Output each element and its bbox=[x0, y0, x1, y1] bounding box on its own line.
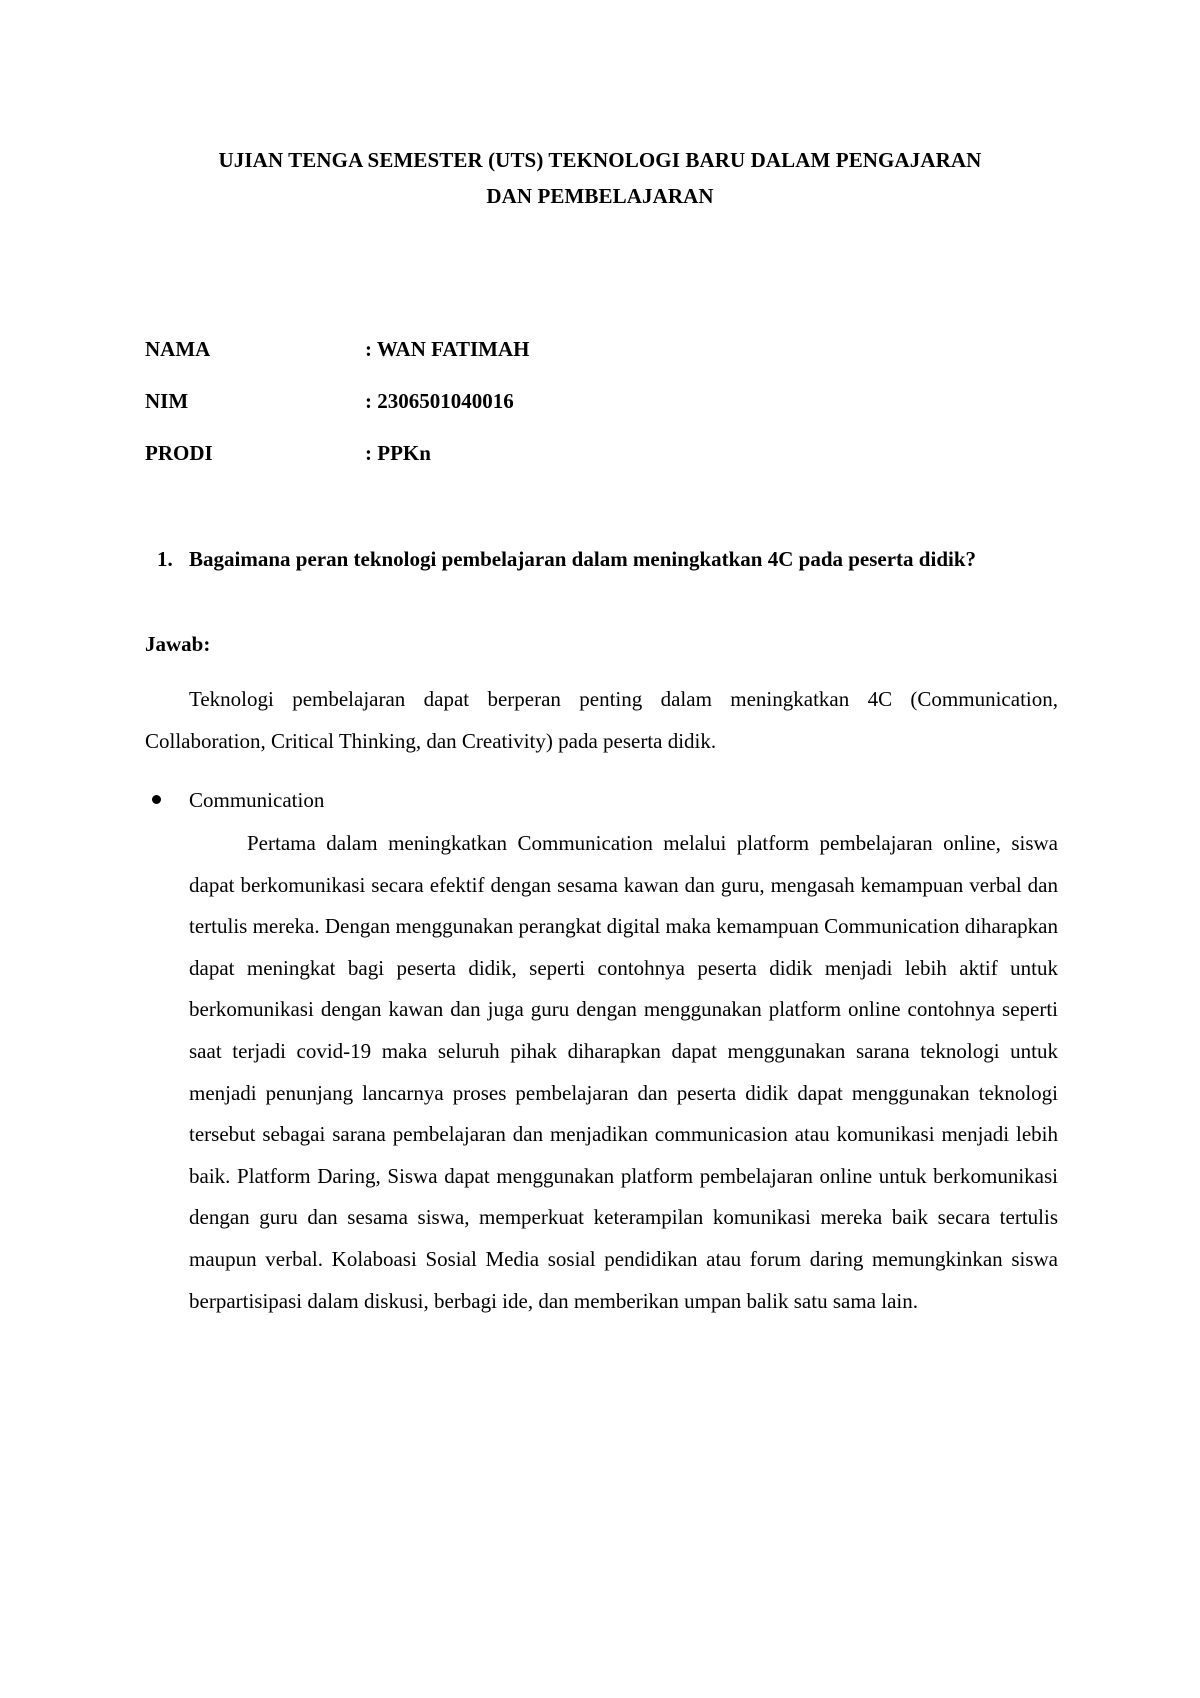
communication-paragraph: Pertama dalam meningkatkan Communication melalui platform pembelajaran online, siswa dapat berkomunikasi secara efektif dengan sesama kawan dan guru, mengasah kemampuan verbal dan tertulis mereka. Dengan menggunakan perangkat digital maka kemampuan Communication diharapkan dapat meningkat bagi peserta didik, seperti contohnya peserta didik menjadi lebih aktif untuk berkomunikasi dengan kawan dan juga guru dengan menggunakan platform online contohnya seperti saat terjadi covid-19 maka seluruh pihak diharapkan dapat menggunakan sarana teknologi untuk menjadi penunjang lancarnya proses pembelajaran dan peserta didik dapat menggunakan teknologi tersebut sebagai sarana pembelajaran dan menjadikan communicasion atau komunikasi menjadi lebih baik. Platform Daring, Siswa dapat menggunakan platform pembelajaran online untuk berkomunikasi dengan guru dan sesama siswa, memperkuat keterampilan komunikasi mereka baik secara tertulis maupun verbal. Kolaboasi Sosial Media sosial pendidikan atau forum daring memungkinkan siswa berpartisipasi dalam diskusi, berbagi ide, dan memberikan umpan balik satu sama lain. bbox=[189, 831, 1058, 1313]
identity-value-prodi: : PPKn bbox=[365, 441, 431, 465]
document-title-line-2: DAN PEMBELAJARAN bbox=[486, 184, 714, 208]
answer-intro-paragraph: Teknologi pembelajaran dapat berperan penting dalam meningkatkan 4C (Communication, Collaboration, Critical Thinking, dan Creativity) pada peserta didik. bbox=[145, 687, 1058, 753]
bullet-title: Communication bbox=[189, 788, 325, 812]
question-item bbox=[145, 542, 1058, 576]
identity-value-nim: : 2306501040016 bbox=[365, 389, 514, 413]
document-title bbox=[145, 142, 1055, 214]
identity-value-nama: : WAN FATIMAH bbox=[365, 337, 530, 361]
answer-label: Jawab: bbox=[145, 632, 211, 656]
identity-label-nim: NIM bbox=[145, 389, 189, 413]
bullet-icon bbox=[152, 795, 161, 804]
question-text: Bagaimana peran teknologi pembelajaran dalam meningkatkan 4C pada peserta didik? bbox=[189, 547, 977, 571]
document-title-line-1: UJIAN TENGA SEMESTER (UTS) TEKNOLOGI BARU DALAM PENGAJARAN bbox=[218, 148, 982, 172]
question-number: 1. bbox=[157, 547, 173, 571]
identity-label-nama: NAMA bbox=[145, 337, 211, 361]
identity-label-prodi: PRODI bbox=[145, 441, 213, 465]
